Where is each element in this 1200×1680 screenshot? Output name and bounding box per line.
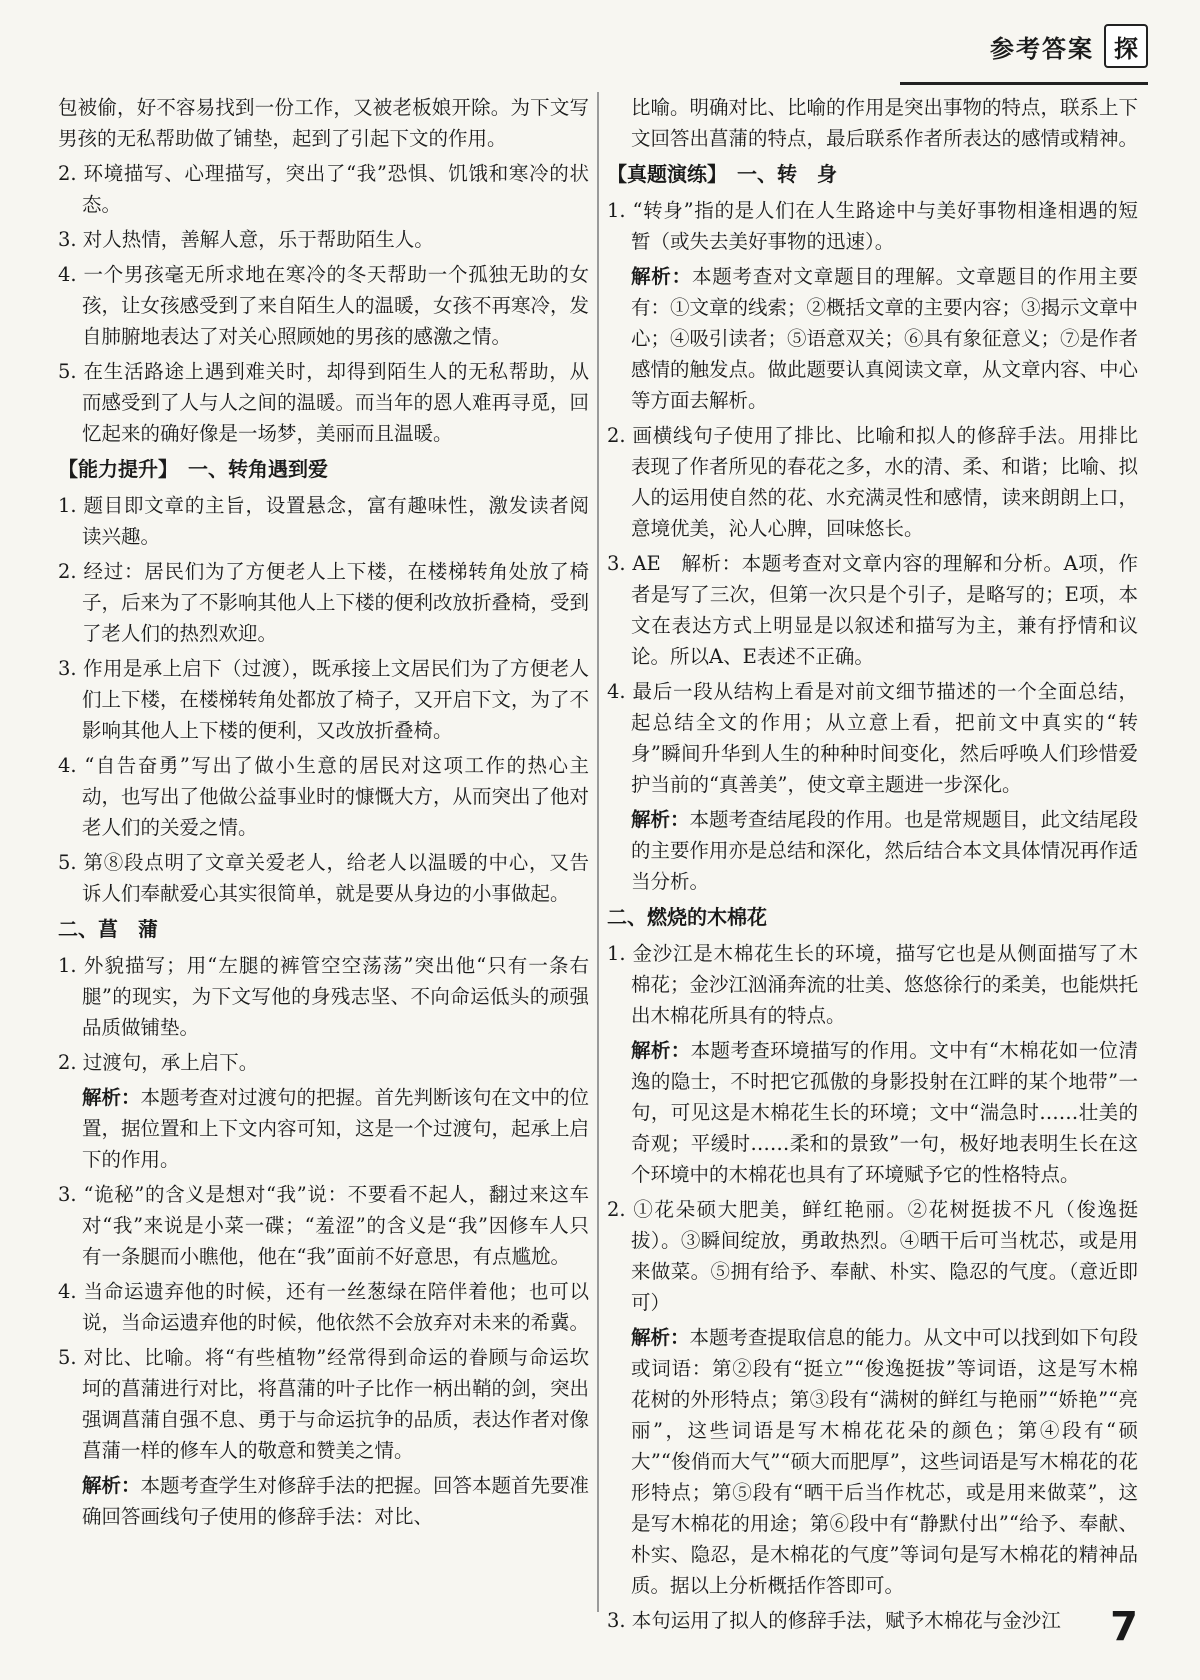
answer-item: 1. 金沙江是木棉花生长的环境，描写它也是从侧面描写了木棉花；金沙江汹涌奔流的壮美、悠悠徐行的柔美，也能烘托出木棉花所具有的特点。 xyxy=(607,942,1139,1027)
analysis-label: 解析： xyxy=(631,1039,691,1062)
section-title: 一、转 身 xyxy=(737,162,837,186)
answer-columns xyxy=(58,92,1139,1632)
analysis-note xyxy=(607,804,1138,897)
answer-item: 2. 经过：居民们为了方便老人上下楼，在楼梯转角处放了椅子，后来为了不影响其他人上下楼的便利改放折叠椅，受到了老人们的热烈欢迎。 xyxy=(58,560,590,645)
answer-item: 4. 当命运遗弃他的时候，还有一丝葱绿在陪伴着他；也可以说，当命运遗弃他的时候，他依然不会放弃对未来的希冀。 xyxy=(58,1280,590,1334)
section-tag: 【能力提升】 xyxy=(58,457,178,481)
answer-item: 4. 一个男孩毫无所求地在寒冷的冬天帮助一个孤独无助的女孩，让女孩感受到了来自陌生人的温暖，女孩不再寒冷，发自肺腑地表达了对关心照顾她的男孩的感激之情。 xyxy=(58,263,590,348)
section-title: 一、转角遇到爱 xyxy=(188,457,328,481)
analysis-label: 解析： xyxy=(631,1326,690,1349)
answer-item: 3. 本句运用了拟人的修辞手法，赋予木棉花与金沙江 xyxy=(607,1609,1061,1632)
analysis-note xyxy=(58,1082,589,1175)
right-column xyxy=(607,92,1139,1632)
section-heading xyxy=(58,453,589,486)
header-title: 参考答案 xyxy=(990,33,1094,63)
analysis-note xyxy=(607,1035,1138,1190)
answer-item: 3. AE 解析：本题考查对文章内容的理解和分析。A项，作者是写了三次，但第一次只是个引子，是略写的；E项，本文在表达方式上明显是以叙述和描写为主，兼有抒情和议论。所以A、E表述不正确。 xyxy=(607,552,1139,668)
analysis-text: 本题考查对文章题目的理解。文章题目的作用主要有：①文章的线索；②概括文章的主要内容；③揭示文章中心；④吸引读者；⑤语意双关；⑥具有象征意义；⑦是作者感情的触发点。做此题要认真阅读文章，从文章内容、中心等方面去解析。 xyxy=(631,265,1139,412)
section-title: 二、菖 蒲 xyxy=(58,917,158,941)
answer-item: 5. 对比、比喻。将“有些植物”经常得到命运的眷顾与命运坎坷的菖蒲进行对比，将菖蒲的叶子比作一柄出鞘的剑，突出强调菖蒲自强不息、勇于与命运抗争的品质，表达作者对像菖蒲一样的修车人的敬意和赞美之情。 xyxy=(58,1346,590,1462)
answer-item: 1. “转身”指的是人们在人生路途中与美好事物相逢相遇的短暂（或失去美好事物的迅速）。 xyxy=(607,199,1139,253)
answer-item: 3. “诡秘”的含义是想对“我”说：不要看不起人，翻过来这车对“我”来说是小菜一碟；“羞涩”的含义是“我”因修车人只有一条腿而小瞧他，他在“我”面前不好意思，有点尴尬。 xyxy=(58,1183,590,1268)
answer-item: 2. ①花朵硕大肥美，鲜红艳丽。②花树挺拔不凡（俊逸挺拔）。③瞬间绽放，勇敢热烈。④晒干后可当枕芯，或是用来做菜。⑤拥有给予、奉献、朴实、隐忍的气度。（意近即可） xyxy=(607,1198,1139,1314)
answer-item: 4. 最后一段从结构上看是对前文细节描述的一个全面总结，起总结全文的作用；从立意上看，把前文中真实的“转身”瞬间升华到人生的种种时间变化，然后呼唤人们珍惜爱护当前的“真善美”，使文章主题进一步深化。 xyxy=(607,680,1139,796)
analysis-text: 本题考查提取信息的能力。从文中可以找到如下句段或词语：第②段有“挺立”“俊逸挺拔”等词语，这是写木棉花树的外形特点；第③段有“满树的鲜红与艳丽”“娇艳”“亮丽”，这些词语是写木棉花花朵的颜色；第④段有“硕大”“俊俏而大气”“硕大而肥厚”，这些词语是写木棉花的花形特点；第⑤段有“晒干后当作枕芯，或是用来做菜”，这是写木棉花的用途；第⑥段中有“静默付出”“给予、奉献、朴实、隐忍，是木棉花的气度”等词句是写木棉花的精神品质。据以上分析概括作答即可。 xyxy=(631,1326,1139,1597)
analysis-note xyxy=(58,1470,589,1532)
header-rule xyxy=(900,82,1148,85)
analysis-label: 解析： xyxy=(631,265,692,288)
page-number: 7 xyxy=(1110,1604,1138,1650)
analysis-text: 本题考查环境描写的作用。文中有“木棉花如一位清逸的隐士，不时把它孤傲的身影投射在江畔的某个地带”一句，可见这是木棉花生长的环境；文中“湍急时……壮美的奇观；平缓时……柔和的景致”一句，极好地表明生长在这个环境中的木棉花也具有了环境赋予它的性格特点。 xyxy=(631,1039,1139,1186)
section-heading xyxy=(607,901,1138,934)
answer-item: 5. 在生活路途上遇到难关时，却得到陌生人的无私帮助，从而感受到了人与人之间的温暖。而当年的恩人难再寻觅，回忆起来的确好像是一场梦，美丽而且温暖。 xyxy=(58,360,590,445)
analysis-label: 解析： xyxy=(82,1474,141,1497)
analysis-label: 解析： xyxy=(631,808,690,831)
analysis-note xyxy=(607,1322,1138,1601)
analysis-note: 比喻。明确对比、比喻的作用是突出事物的特点，联系上下文回答出菖蒲的特点，最后联系作者所表达的感情或精神。 xyxy=(631,96,1139,150)
answer-item: 5. 第⑧段点明了文章关爱老人，给老人以温暖的中心，又告诉人们奉献爱心其实很简单，就是要从身边的小事做起。 xyxy=(58,851,590,905)
section-tag: 【真题演练】 xyxy=(607,162,727,186)
column-divider xyxy=(597,92,599,1612)
analysis-text: 本题考查学生对修辞手法的把握。回答本题首先要准确回答画线句子使用的修辞手法：对比、 xyxy=(82,1474,590,1528)
answer-item: 4. “自告奋勇”写出了做小生意的居民对这项工作的热心主动，也写出了他做公益事业时的慷慨大方，从而突出了他对老人们的关爱之情。 xyxy=(58,754,590,839)
answer-item: 2. 环境描写、心理描写，突出了“我”恐惧、饥饿和寒冷的状态。 xyxy=(58,162,590,216)
page-header xyxy=(990,18,1148,74)
section-heading xyxy=(58,913,589,946)
answer-item: 1. 外貌描写；用“左腿的裤管空空荡荡”突出他“只有一条右腿”的现实，为下文写他的身残志坚、不向命运低头的顽强品质做铺垫。 xyxy=(58,954,590,1039)
answer-item: 包被偷，好不容易找到一份工作，又被老板娘开除。为下文写男孩的无私帮助做了铺垫，起到了引起下文的作用。 xyxy=(58,96,590,150)
brand-logo-icon: 探 xyxy=(1104,24,1148,68)
analysis-text: 本题考查结尾段的作用。也是常规题目，此文结尾段的主要作用亦是总结和深化，然后结合本文具体情况再作适当分析。 xyxy=(631,808,1139,893)
section-heading xyxy=(607,158,1138,191)
left-column xyxy=(58,92,589,1612)
answer-item: 3. 对人热情，善解人意，乐于帮助陌生人。 xyxy=(58,228,434,251)
section-title: 二、燃烧的木棉花 xyxy=(607,905,767,929)
answer-item: 2. 画横线句子使用了排比、比喻和拟人的修辞手法。用排比表现了作者所见的春花之多，水的清、柔、和谐；比喻、拟人的运用使自然的花、水充满灵性和感情，读来朗朗上口，意境优美，沁人心脾，回味悠长。 xyxy=(607,424,1139,540)
answer-item: 3. 作用是承上启下（过渡），既承接上文居民们为了方便老人们上下楼，在楼梯转角处都放了椅子，又开启下文，为了不影响其他人上下楼的便利，又改放折叠椅。 xyxy=(58,657,590,742)
analysis-label: 解析： xyxy=(82,1086,141,1109)
answer-item: 1. 题目即文章的主旨，设置悬念，富有趣味性，激发读者阅读兴趣。 xyxy=(58,494,590,548)
answer-item: 2. 过渡句，承上启下。 xyxy=(58,1051,259,1074)
analysis-text: 本题考查对过渡句的把握。首先判断该句在文中的位置，据位置和上下文内容可知，这是一个过渡句，起承上启下的作用。 xyxy=(82,1086,590,1171)
analysis-note xyxy=(607,261,1138,416)
